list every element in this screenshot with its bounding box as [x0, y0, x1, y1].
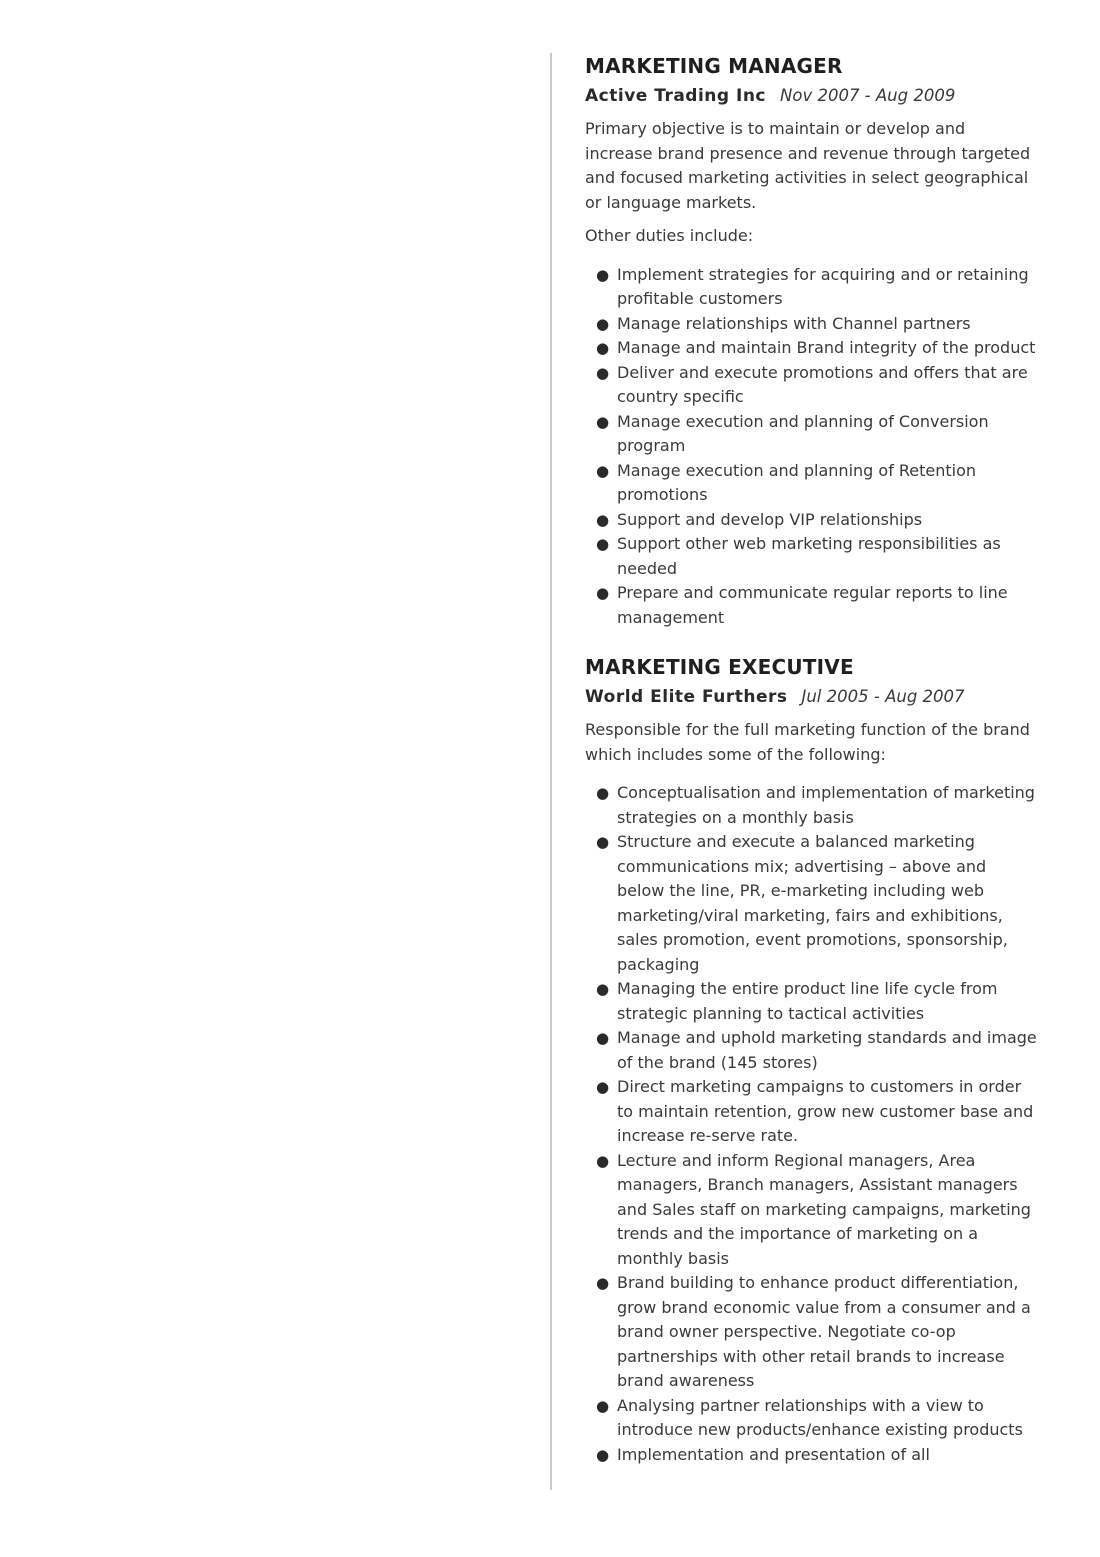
duty-item — [596, 1026, 1037, 1075]
bullet-icon: ● — [596, 584, 610, 602]
bullet-icon: ● — [596, 535, 610, 553]
duty-text: Lecture and inform Regional managers, Area managers, Branch managers, Assistant managers and Sales staff on marketing campaigns, marketing trends and the importance of marketing on a monthly basis — [617, 1150, 1031, 1268]
duties-list — [585, 781, 1037, 1467]
job-meta — [585, 84, 1037, 108]
date-range: Jul 2005 - Aug 2007 — [801, 687, 965, 706]
experience-entry — [585, 53, 1037, 630]
bullet-icon: ● — [596, 1445, 610, 1464]
duty-item — [596, 781, 1037, 830]
duty-item — [596, 336, 1037, 361]
duty-item — [596, 459, 1037, 508]
description-paragraph: Responsible for the full marketing function of the brand which includes some of the following: — [585, 720, 1030, 764]
job-description — [585, 117, 1037, 249]
duty-item — [596, 361, 1037, 410]
bullet-icon: ● — [596, 1274, 610, 1292]
bullet-icon: ● — [596, 833, 610, 851]
duty-text: Brand building to enhance product differentiation, grow brand economic value from a consumer and a brand owner perspective. Negotiate co-op partnerships with other retail brands to increase brand awareness — [617, 1273, 1031, 1390]
duty-text: Manage and uphold marketing standards and image of the brand (145 stores) — [617, 1028, 1037, 1072]
duty-item — [596, 1443, 1037, 1468]
duty-item — [596, 532, 1037, 581]
bullet-icon: ● — [596, 784, 610, 802]
duty-text: Structure and execute a balanced marketing communications mix; advertising – above and below the line, PR, e-marketing including web marketing/viral marketing, fairs and exhibitions, sales promotion, event promotions, sponsorship, packaging — [617, 832, 1008, 974]
duty-text: Manage execution and planning of Conversion program — [617, 411, 989, 455]
bullet-icon: ● — [596, 1078, 610, 1096]
job-meta — [585, 685, 1037, 709]
duty-text: Manage relationships with Channel partners — [617, 313, 971, 333]
duty-text: Managing the entire product line life cycle from strategic planning to tactical activities — [617, 979, 998, 1023]
duty-item — [596, 1075, 1037, 1149]
bullet-icon: ● — [596, 412, 610, 431]
bullet-icon: ● — [596, 265, 610, 284]
bullet-icon: ● — [596, 1029, 610, 1047]
bullet-icon: ● — [596, 980, 610, 998]
duty-item — [596, 410, 1037, 459]
duty-text: Manage execution and planning of Retention promotions — [617, 460, 977, 504]
job-title: MARKETING MANAGER — [585, 54, 843, 78]
duty-text: Support other web marketing responsibilities as needed — [617, 534, 1001, 578]
duty-text: Direct marketing campaigns to customers in order to maintain retention, grow new customer base and increase re-serve rate. — [617, 1077, 1034, 1145]
bullet-icon: ● — [596, 510, 610, 529]
duty-text: Analysing partner relationships with a view to introduce new products/enhance existing products — [617, 1395, 1023, 1439]
duty-text: Conceptualisation and implementation of marketing strategies on a monthly basis — [617, 783, 1035, 827]
bullet-icon: ● — [596, 363, 610, 382]
company-name: Active Trading Inc — [585, 86, 766, 106]
experience-column — [550, 53, 1037, 1490]
experience-entry — [585, 654, 1037, 1467]
description-paragraph: Other duties include: — [585, 226, 754, 245]
duty-item — [596, 830, 1037, 977]
duty-item — [596, 1149, 1037, 1272]
duties-list — [585, 263, 1037, 631]
bullet-icon: ● — [596, 1151, 610, 1170]
duty-text: Manage and maintain Brand integrity of the product — [617, 338, 1036, 357]
duty-text: Implementation and presentation of all — [617, 1444, 930, 1464]
duty-text: Implement strategies for acquiring and or retaining profitable customers — [617, 264, 1029, 308]
duty-item — [596, 508, 1037, 533]
date-range: Nov 2007 - Aug 2009 — [780, 86, 956, 105]
bullet-icon: ● — [596, 339, 610, 357]
duty-item — [596, 312, 1037, 337]
duty-item — [596, 1394, 1037, 1443]
duty-item — [596, 263, 1037, 312]
duty-item — [596, 581, 1037, 630]
bullet-icon: ● — [596, 461, 610, 480]
duty-text: Deliver and execute promotions and offers that are country specific — [617, 362, 1028, 406]
company-name: World Elite Furthers — [585, 687, 788, 707]
bullet-icon: ● — [596, 314, 610, 333]
duty-text: Prepare and communicate regular reports to line management — [617, 583, 1008, 627]
job-description — [585, 718, 1037, 767]
duty-item — [596, 1271, 1037, 1394]
bullet-icon: ● — [596, 1396, 610, 1415]
duty-text: Support and develop VIP relationships — [617, 509, 923, 529]
duty-item — [596, 977, 1037, 1026]
job-title: MARKETING EXECUTIVE — [585, 655, 854, 679]
description-paragraph: Primary objective is to maintain or develop and increase brand presence and revenue through targeted and focused marketing activities in select geographical or language markets. — [585, 119, 1031, 212]
